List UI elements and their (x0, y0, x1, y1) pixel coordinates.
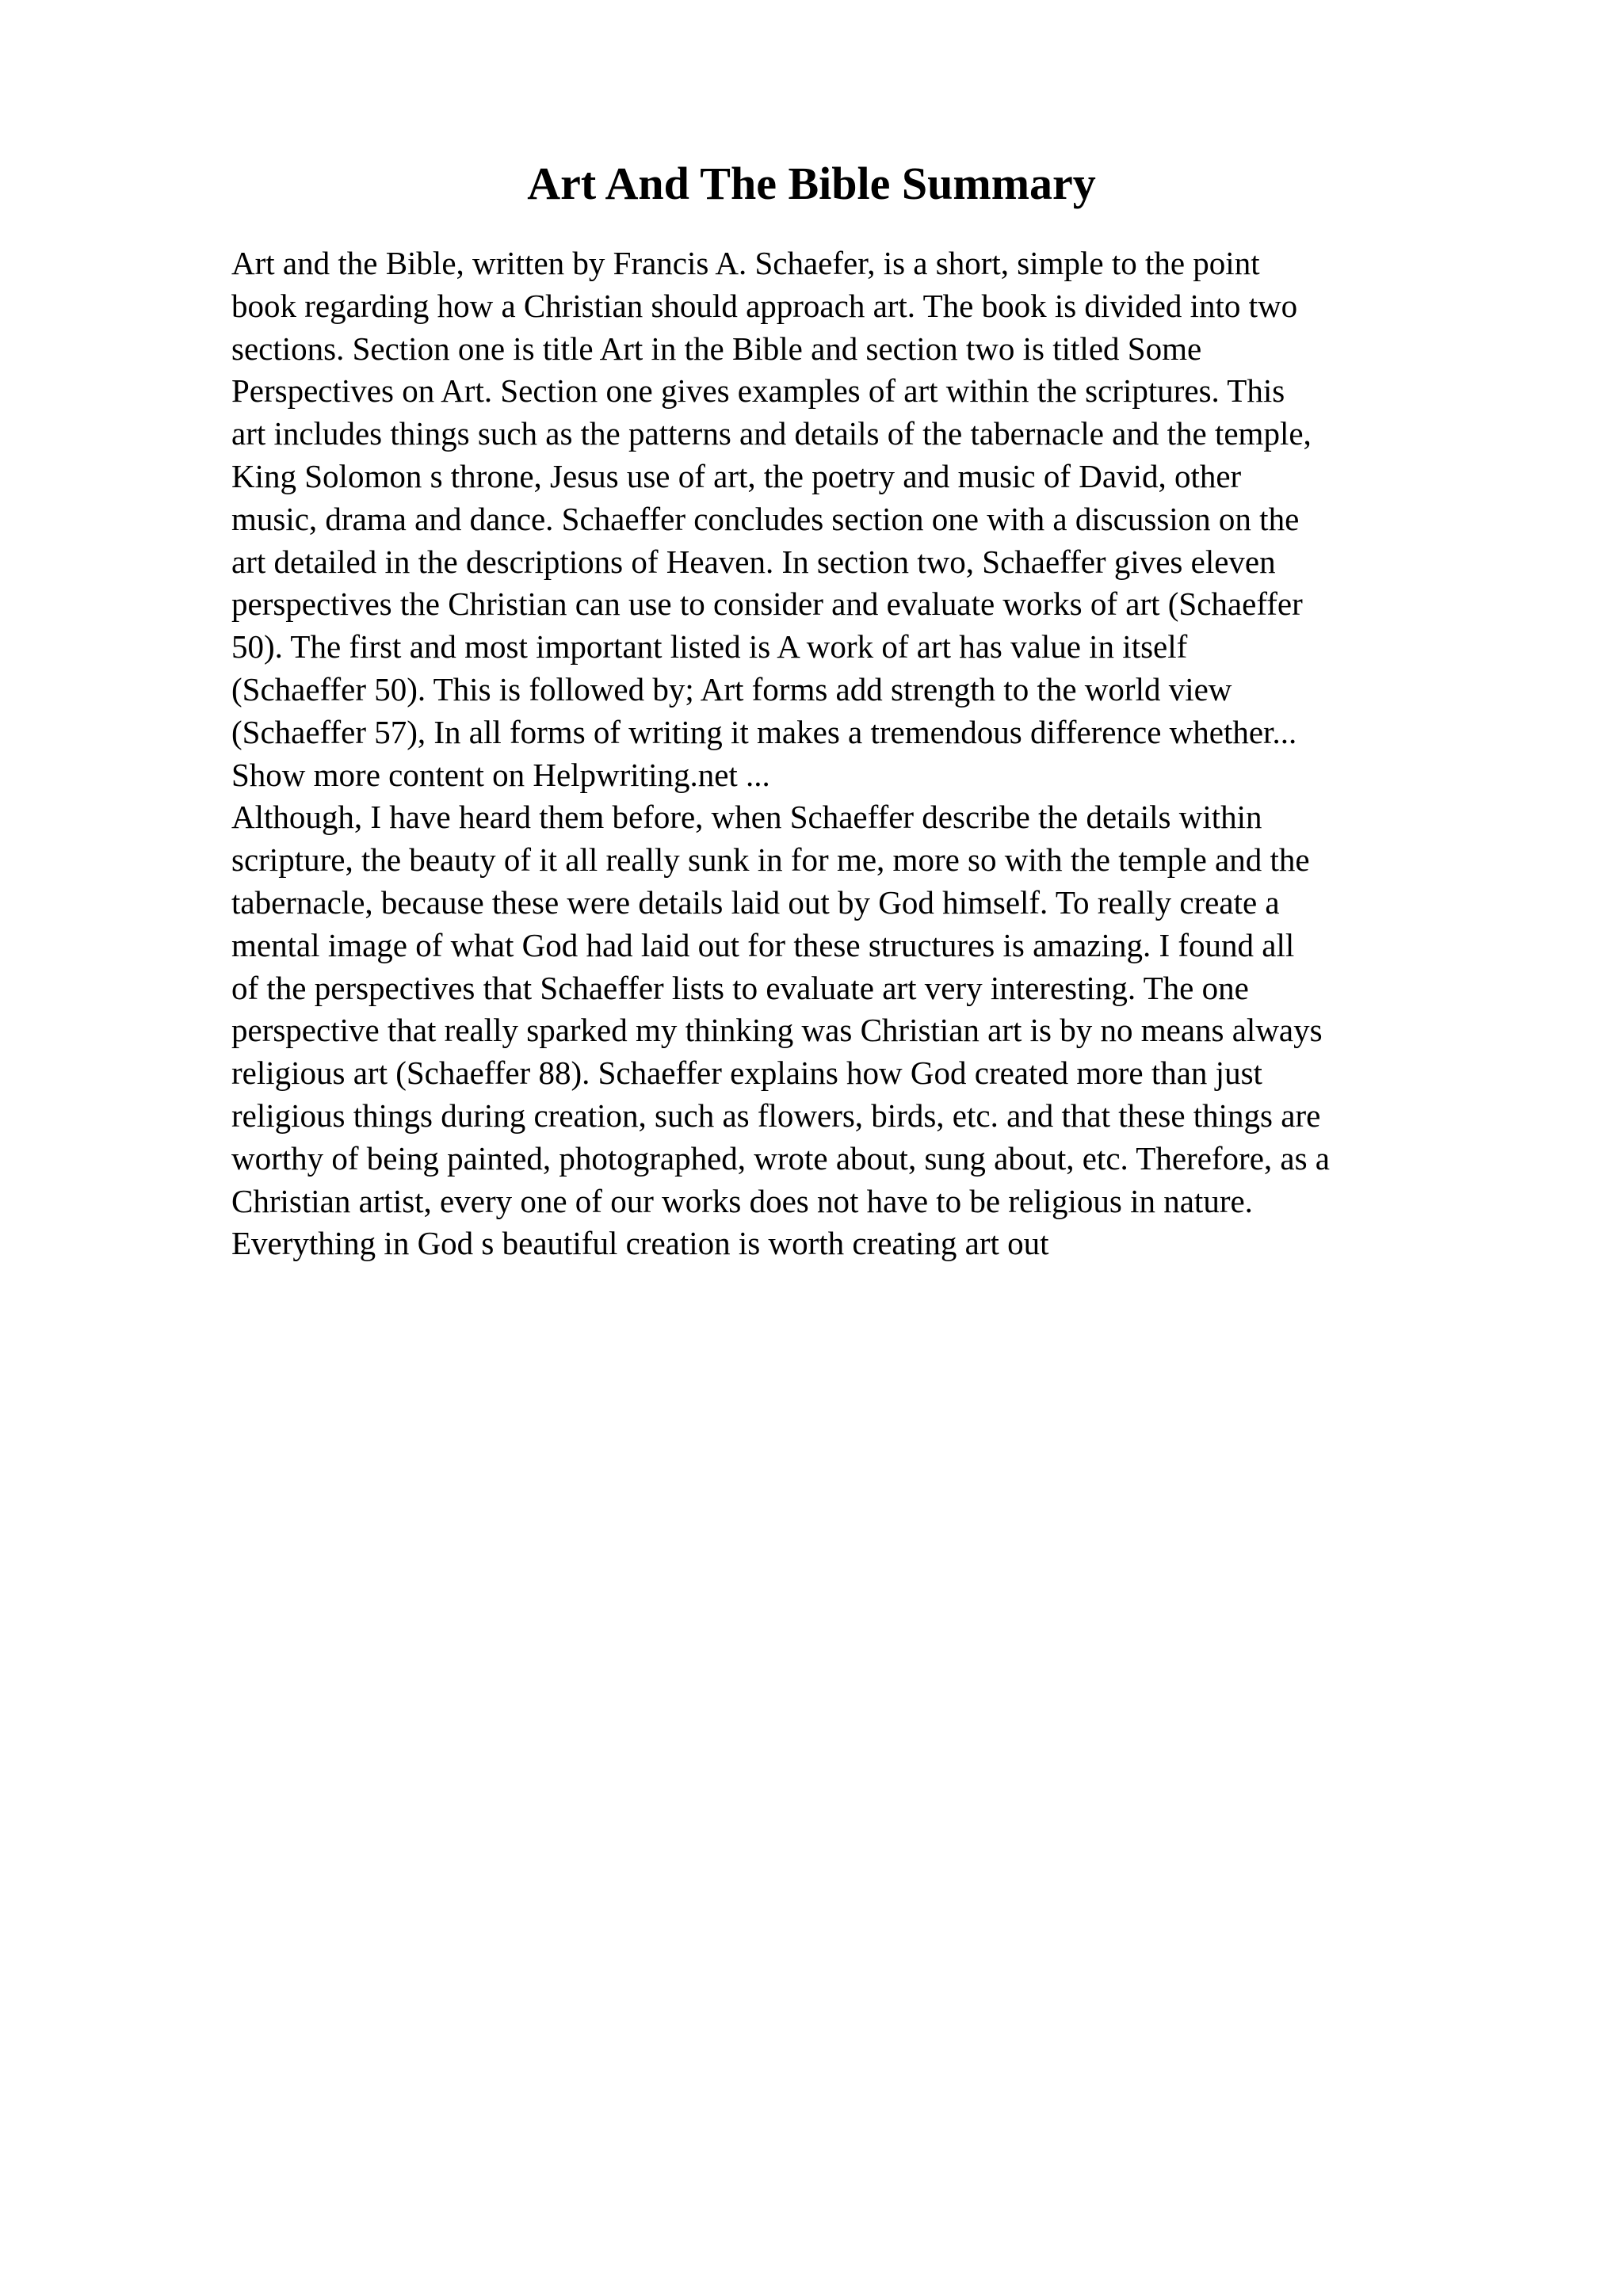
text-line: tabernacle, because these were details laid out by God himself. To really create a (231, 883, 1280, 921)
text-line: sections. Section one is title Art in the Bible and section two is titled Some (231, 330, 1202, 367)
text-line: worthy of being painted, photographed, wrote about, sung about, etc. Therefore, as a (231, 1139, 1330, 1177)
show-more-link[interactable]: Show more content on Helpwriting.net ... (231, 756, 770, 793)
text-line: perspective that really sparked my thinking was Christian art is by no means always (231, 1012, 1323, 1049)
text-line: art detailed in the descriptions of Heaven. In section two, Schaeffer gives eleven (231, 543, 1276, 580)
text-line: Everything in God s beautiful creation is worth creating art out (231, 1225, 1049, 1262)
text-line: Art and the Bible, written by Francis A. Schaefer, is a short, simple to the point (231, 245, 1260, 281)
text-line: 50). The first and most important listed is A work of art has value in itself (231, 628, 1188, 666)
text-line: art includes things such as the patterns and details of the tabernacle and the temple, (231, 415, 1312, 452)
text-line: perspectives the Christian can use to consider and evaluate works of art (Schaeffer (231, 585, 1303, 623)
text-line: music, drama and dance. Schaeffer concludes section one with a discussion on the (231, 500, 1300, 537)
document-body (231, 242, 1499, 1265)
text-line: religious art (Schaeffer 88). Schaeffer explains how God created more than just (231, 1055, 1262, 1092)
text-line: Although, I have heard them before, when Schaeffer describe the details within (231, 799, 1262, 836)
text-line: book regarding how a Christian should approach art. The book is divided into two (231, 287, 1298, 324)
text-line: scripture, the beauty of it all really sunk in for me, more so with the temple and the (231, 841, 1310, 879)
text-line: (Schaeffer 57), In all forms of writing it makes a tremendous difference whether... (231, 713, 1297, 750)
text-line: King Solomon s throne, Jesus use of art, the poetry and music of David, other (231, 457, 1242, 494)
text-line: (Schaeffer 50). This is followed by; Art forms add strength to the world view (231, 670, 1232, 707)
page-title: Art And The Bible Summary (527, 158, 1096, 209)
text-line: religious things during creation, such as flowers, birds, etc. and that these things are (231, 1097, 1321, 1134)
text-line: Christian artist, every one of our works does not have to be religious in nature. (231, 1182, 1253, 1219)
text-line: Perspectives on Art. Section one gives examples of art within the scriptures. This (231, 372, 1285, 410)
text-line: of the perspectives that Schaeffer lists to evaluate art very interesting. The one (231, 969, 1249, 1006)
text-line: mental image of what God had laid out for these structures is amazing. I found all (231, 926, 1295, 963)
